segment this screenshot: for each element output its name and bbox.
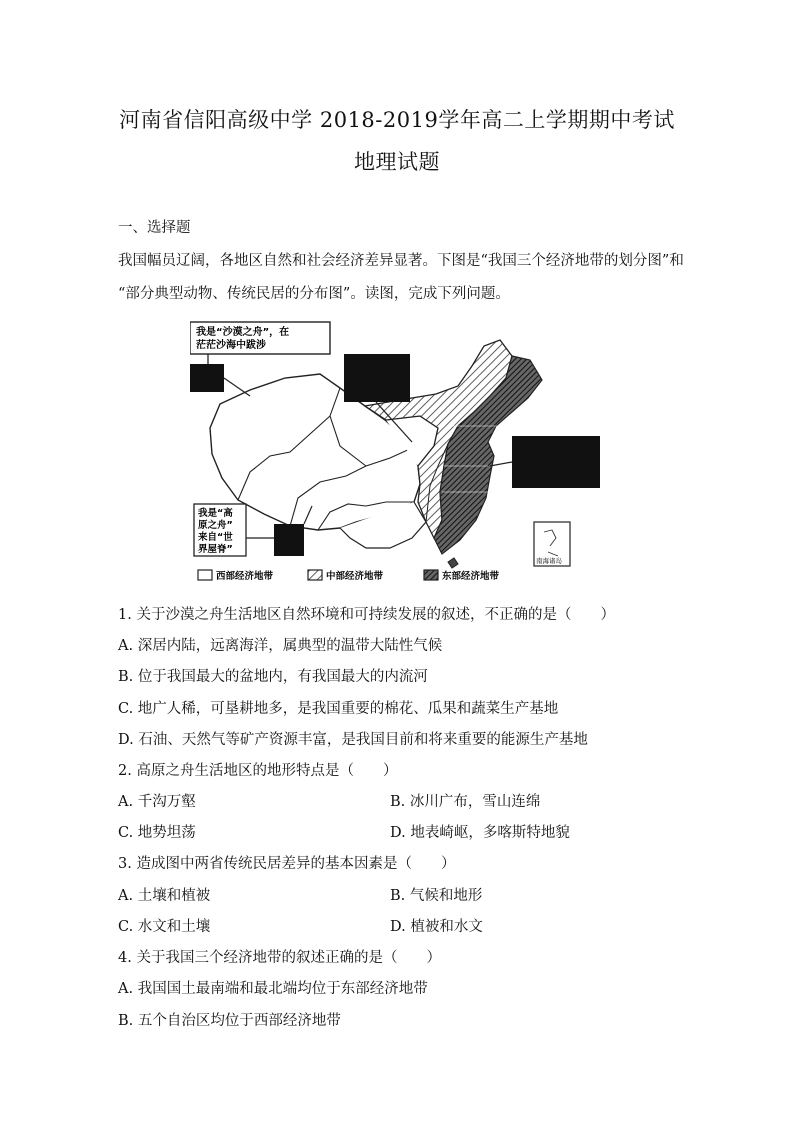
question-1-option-b: B. 位于我国最大的盆地内，有我国最大的内流河 [118, 669, 428, 685]
question-1-option-c: C. 地广人稀，可垦耕地多，是我国重要的棉花、瓜果和蔬菜生产基地 [118, 701, 559, 717]
question-1-option-d: D. 石油、天然气等矿产资源丰富，是我国目前和将来重要的能源生产基地 [118, 732, 588, 748]
question-1-stem: 1. 关于沙漠之舟生活地区自然环境和可持续发展的叙述，不正确的是（ ） [118, 607, 615, 623]
yak-image-block [274, 524, 304, 556]
intro-line-1: 我国幅员辽阔，各地区自然和社会经济差异显著。下图是“我国三个经济地带的划分图”和 [118, 253, 684, 269]
question-4-option-b: B. 五个自治区均位于西部经济地带 [118, 1013, 341, 1029]
legend-east-swatch [424, 570, 438, 580]
question-4-stem: 4. 关于我国三个经济地带的叙述正确的是（ ） [118, 950, 441, 966]
question-2-option-a: A. 千沟万壑 [118, 794, 196, 810]
callout-desert-line-1: 我是“沙漠之舟”，在 [196, 327, 290, 338]
inset-label: 南海诸岛 [536, 557, 562, 565]
question-3-option-a: A. 土壤和植被 [118, 888, 211, 904]
camel-image-block [190, 364, 224, 392]
question-4-option-a: A. 我国国土最南端和最北端均位于东部经济地带 [118, 981, 428, 997]
callout-plateau-line-3: 来自“世 [198, 532, 233, 543]
title-line-1: 河南省信阳高级中学 2018-2019学年高二上学期期中考试 [119, 108, 675, 132]
legend-west-swatch [198, 570, 212, 580]
legend-west-label: 西部经济地带 [216, 571, 274, 582]
house-image-east [512, 436, 600, 488]
section-heading: 一、选择题 [118, 220, 191, 236]
question-3-option-b: B. 气候和地形 [390, 888, 483, 904]
callout-desert-line-2: 茫茫沙海中跋涉 [196, 340, 266, 351]
legend-central-swatch [308, 570, 322, 580]
house-image-north [344, 354, 410, 402]
question-3-stem: 3. 造成图中两省传统民居差异的基本因素是（ ） [118, 856, 456, 872]
callout-plateau-line-2: 原之舟” [198, 520, 233, 531]
legend-central-label: 中部经济地带 [326, 571, 384, 582]
economic-zones-map [190, 316, 606, 588]
question-1-option-a: A. 深居内陆，远离海洋，属典型的温带大陆性气候 [118, 638, 443, 654]
question-2-option-b: B. 冰川广布，雪山连绵 [390, 794, 541, 810]
question-2-option-c: C. 地势坦荡 [118, 825, 196, 841]
question-3-option-d: D. 植被和水文 [390, 919, 483, 935]
legend-east-label: 东部经济地带 [442, 571, 500, 582]
question-2-option-d: D. 地表崎岖，多喀斯特地貌 [390, 825, 570, 841]
question-2-stem: 2. 高原之舟生活地区的地形特点是（ ） [118, 763, 398, 779]
question-3-option-c: C. 水文和土壤 [118, 919, 211, 935]
title-line-2: 地理试题 [354, 150, 440, 174]
callout-plateau-line-4: 界屋脊” [198, 544, 233, 555]
intro-line-2: “部分典型动物、传统民居的分布图”。读图，完成下列问题。 [118, 286, 510, 302]
callout-plateau-line-1: 我是“高 [198, 508, 233, 519]
